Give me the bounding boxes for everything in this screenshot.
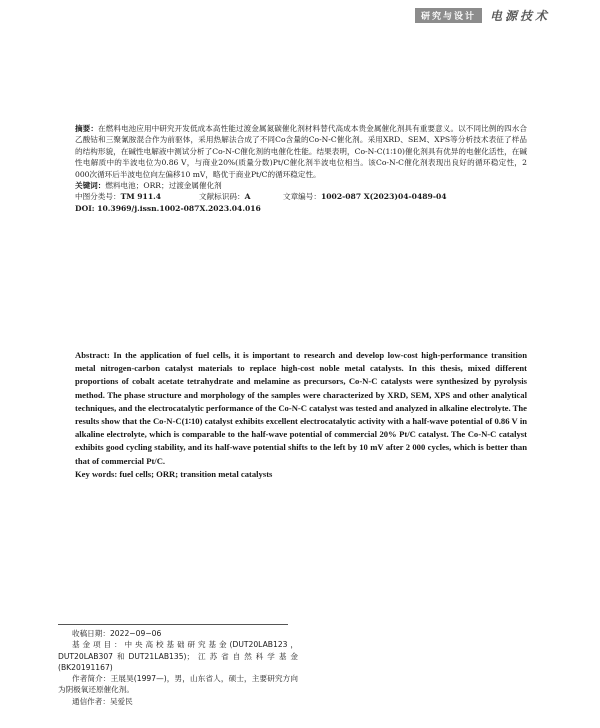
clc-label: 中图分类号： (75, 192, 121, 202)
english-abstract (75, 349, 527, 468)
clc-value: TM 911.4 (120, 192, 162, 202)
doi-line (75, 203, 527, 214)
page-header (415, 8, 550, 22)
chinese-abstract (75, 123, 527, 180)
doc-code-value: A (244, 192, 251, 202)
doc-code (199, 191, 283, 202)
doi-label: DOI: (75, 203, 98, 213)
clc-number (75, 191, 199, 202)
english-abstract-label: Abstract: (75, 350, 110, 360)
article-no-label: 文章编号： (283, 192, 321, 202)
chinese-keywords-text: 燃料电池；ORR；过渡金属催化剂 (105, 181, 222, 191)
english-keywords-text: fuel cells; ORR; transition metal catalysts (119, 468, 273, 479)
doi-value: 10.3969/j.issn.1002-087X.2023.04.016 (97, 203, 261, 213)
article-no-value: 1002-087 X(2023)04-0489-04 (320, 192, 447, 202)
footnote-rule (58, 624, 288, 625)
fund-info: 基金项目：中央高校基础研究基金(DUT20LAB123，DUT20LAB307和DUT21LAB135)；江苏省自然科学基金(BK20191167) (58, 640, 298, 672)
footnote-block (58, 628, 298, 707)
received-date: 收稿日期：2022−09−06 (72, 629, 162, 638)
chinese-abstract-label: 摘要： (75, 124, 98, 133)
author-info: 作者简介：王展昊(1997—)，男，山东省人，硕士，主要研究方向为阴极氧还原催化剂。 (58, 674, 298, 695)
chinese-abstract-text: 在燃料电池应用中研究开发低成本高性能过渡金属氮碳催化剂材料替代高成本贵金属催化剂具有重要意义。以不同比例的四水合乙酸钴和三聚氰胺混合作为前驱体，采用热解法合成了不同Co含量的Co-N-C催化剂。采用XRD、SEM、XPS等分析技术表征了样品的结构形貌，在碱性电解液中测试分析了Co-N-C催化剂的电催化性能。结果表明，Co-N-C(1∶10)催化剂具有优异的电催化活性，在碱性电解质中的半波电位为0.86 V，与商业20%(质量分数)Pt/C催化剂半波电位相当。该Co-N-C催化剂表现出良好的循环稳定性，2 000次循环后半波电位向左偏移10 mV，略优于商业Pt/C的循环稳定性。 (75, 124, 528, 179)
chinese-keywords (75, 180, 527, 191)
corresponding-author: 通信作者：吴爱民 (72, 696, 133, 706)
english-abstract-block (75, 349, 527, 481)
english-keywords-label: Key words: (75, 468, 118, 479)
section-tag: 研究与设计 (415, 8, 482, 23)
chinese-abstract-block (75, 123, 527, 214)
chinese-keywords-label: 关键词： (75, 181, 106, 191)
doc-code-label: 文献标识码： (199, 192, 245, 202)
article-number (283, 191, 447, 202)
journal-name: 电源技术 (489, 8, 550, 23)
english-abstract-text: In the application of fuel cells, it is important to research and develop low-cost high-performance transition metal nitrogen-carbon catalyst materials to replace high-cost noble metal catalysts. In this thesis, mixed different proportions of cobalt acetate tetrahydrate and melamine as precursors, Co-N-C catalysts were synthesized by pyrolysis method. The phase structure and morphology of the samples were characterized by XRD, SEM, XPS and other analytical techniques, and the electrocatalytic performance of the Co-N-C catalyst was tested and analyzed in alkaline electrolyte. The results show that the Co-N-C(1∶10) catalyst exhibits excellent electrocatalytic activity with a half-wave potential of 0.86 V in alkaline electrolyte, which is comparable to the half-wave potential of commercial 20% Pt/C catalyst. The Co-N-C catalyst exhibits good cycling stability, and its half-wave potential shifts to the left by 10 mV after 2 000 cycles, which is better than that of commercial Pt/C. (75, 350, 527, 466)
english-keywords (75, 468, 527, 481)
classification-row (75, 191, 527, 202)
